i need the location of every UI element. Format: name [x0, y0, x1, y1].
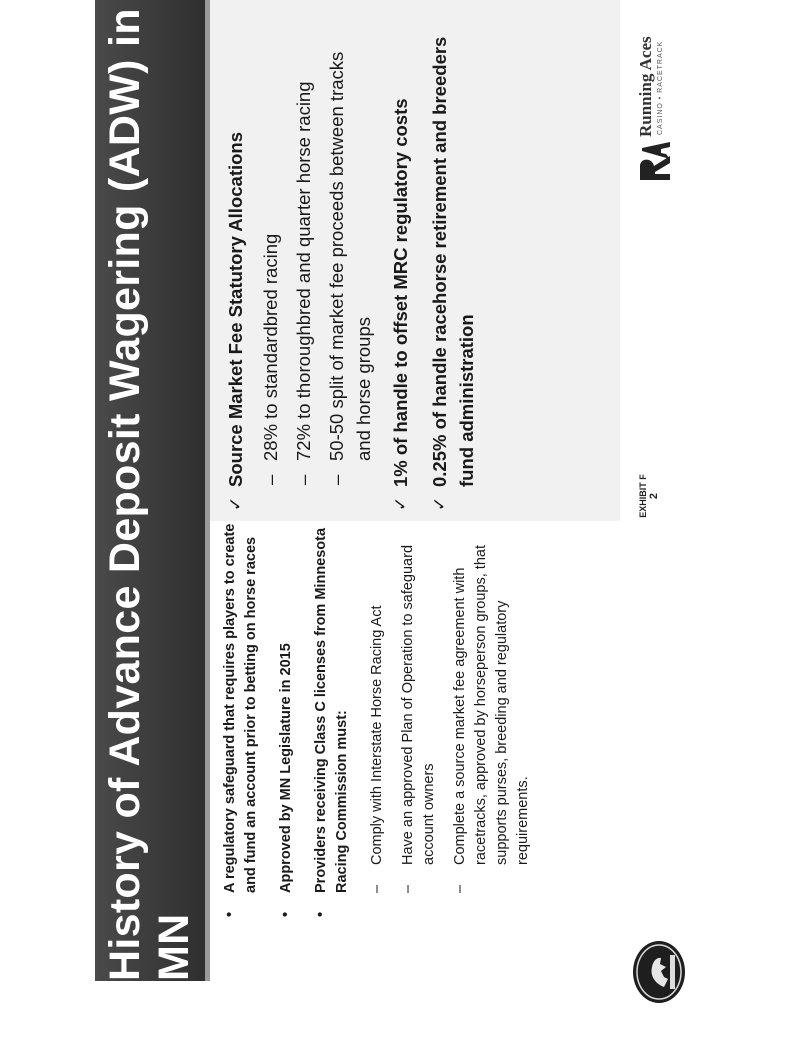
exhibit-label: EXHIBIT F: [638, 474, 648, 518]
check-item-mrc-costs: ✓ 1% of handle to offset MRC regulatory costs: [387, 23, 414, 513]
brand-name: Running Aces: [636, 36, 655, 137]
slide-title-bar: [95, 0, 205, 981]
ra-monogram-icon: [634, 141, 674, 183]
check-item-retirement-fund: ✓ 0.25% of handle racehorse retirement and breeders fund administration: [426, 23, 480, 513]
subitem-source-market-agreement: – Complete a source market fee agreement with racetracks, approved by horseperson groups, that supports purses, breeding and regulatory requirements.: [450, 521, 534, 921]
subitem-split: – 50-50 split of market fee proceeds between tracks and horse groups: [323, 23, 377, 513]
check-item-market-fee-allocations: ✓ Source Market Fee Statutory Allocations: [222, 23, 249, 513]
subitem-thoroughbred: – 72% to thoroughbred and quarter horse racing: [290, 23, 317, 513]
bullet-class-c-providers: • Providers receiving Class C licenses from Minnesota Racing Commission must:: [311, 521, 353, 921]
checkmark-icon: ✓: [430, 496, 449, 511]
exhibit-number: 2: [648, 492, 660, 500]
racing-seal-icon: [630, 939, 688, 1005]
exhibit-stamp: [638, 456, 660, 536]
right-column: [222, 23, 622, 513]
running-aces-logo: [632, 13, 676, 183]
bullet-approved-legislature: • Approved by MN Legislature in 2015: [276, 521, 297, 921]
subitem-plan-of-operation: – Have an approved Plan of Operation to safeguard account owners: [398, 521, 440, 921]
subitem-standardbred: – 28% to standardbred racing: [257, 23, 284, 513]
subitem-interstate-act: – Comply with Interstate Horse Racing Act: [367, 521, 388, 921]
left-column: [220, 521, 565, 921]
slide-title: History of Advance Deposit Wagering (ADW) in MN: [101, 8, 198, 981]
checkmark-icon: ✓: [391, 496, 410, 511]
checkmark-icon: ✓: [226, 496, 245, 511]
brand-tagline: CASINO • RACETRACK: [657, 40, 664, 135]
bullet-regulatory-safeguard: • A regulatory safeguard that requires players to create and fund an account prior to betting on horse races: [220, 521, 262, 921]
